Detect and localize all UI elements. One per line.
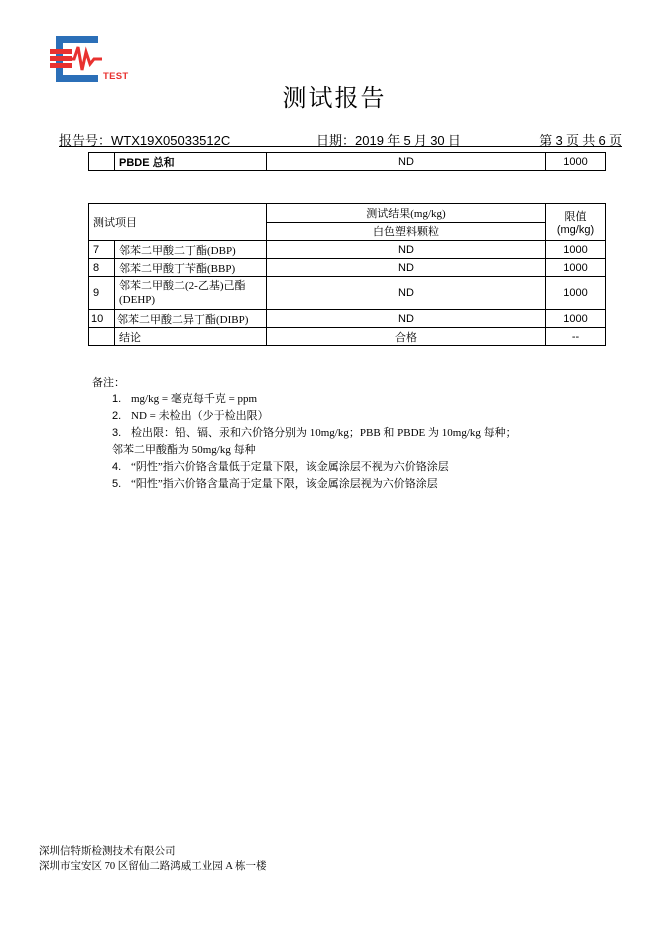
row-number: 9: [89, 277, 115, 310]
notes-list: [112, 391, 592, 493]
table-row: [89, 153, 606, 171]
page-title: 测试报告: [282, 84, 387, 112]
item-name: 邻苯二甲酸二异丁酯(DIBP): [115, 310, 267, 328]
list-item: 4. “阴性”指六价铬含量低于定量下限，该金属涂层不视为六价铬涂层: [112, 461, 449, 473]
report-date: 日期：2019 年 5 月 30 日: [316, 133, 461, 148]
list-item: 3. 检出限：铅、镉、汞和六价铬分别为 10mg/kg；PBB 和 PBDE 为 10mg/kg 每种；: [112, 427, 517, 439]
conclusion-row: [89, 328, 606, 346]
list-item: 5. “阳性”指六价铬含量高于定量下限，该金属涂层视为六价铬涂层: [112, 478, 438, 490]
item-result: ND: [267, 277, 546, 310]
logo-text: TEST: [103, 71, 129, 82]
table-row: [89, 259, 606, 277]
item-limit: 1000: [546, 277, 606, 310]
table-row: [89, 310, 606, 328]
header-sample-name: 白色塑料颗粒: [267, 222, 546, 241]
row-number: 8: [89, 259, 115, 277]
pbde-total-table: [88, 152, 606, 171]
row-number: 10: [89, 310, 115, 328]
table-header-row: [89, 204, 606, 223]
table-row: [89, 241, 606, 259]
conclusion-label: 结论: [115, 328, 267, 346]
item-result: ND: [267, 259, 546, 277]
item-result: ND: [267, 153, 546, 171]
item-result: ND: [267, 310, 546, 328]
item-limit: 1000: [546, 241, 606, 259]
list-item: 1. mg/kg = 毫克每千克 = ppm: [112, 393, 258, 405]
item-limit: 1000: [546, 310, 606, 328]
header-test-item: 测试项目: [89, 204, 267, 241]
row-number: 7: [89, 241, 115, 259]
report-header: [59, 130, 622, 147]
item-name: 邻苯二甲酸二丁酯(DBP): [115, 241, 267, 259]
report-number: 报告号：WTX19X05033512C: [59, 133, 231, 148]
company-name: 深圳信特斯检测技术有限公司: [39, 846, 176, 857]
item-limit: 1000: [546, 153, 606, 171]
item-limit: 1000: [546, 259, 606, 277]
table-row: [89, 277, 606, 310]
list-item: 2. ND = 未检出（少于检出限）: [112, 410, 269, 422]
item-result: ND: [267, 241, 546, 259]
notes-title: 备注：: [92, 377, 125, 389]
header-limit: 限值 (mg/kg): [546, 204, 606, 241]
item-name: 邻苯二甲酸二(2-乙基)己酯(DEHP): [115, 277, 267, 310]
item-name: 邻苯二甲酸丁苄酯(BBP): [115, 259, 267, 277]
page-footer: [39, 844, 267, 874]
header-test-result: 测试结果(mg/kg): [267, 204, 546, 223]
company-address: 深圳市宝安区 70 区留仙二路鸿威工业园 A 栋一楼: [39, 861, 267, 872]
page-indicator: 第 3 页 共 6 页: [539, 133, 622, 148]
item-name: PBDE 总和: [115, 153, 267, 171]
phthalate-results-table: [88, 203, 606, 346]
list-item-continuation: 邻苯二甲酸酯为 50mg/kg 每种: [112, 444, 256, 456]
conclusion-limit: --: [546, 328, 606, 346]
conclusion-result: 合格: [267, 328, 546, 346]
